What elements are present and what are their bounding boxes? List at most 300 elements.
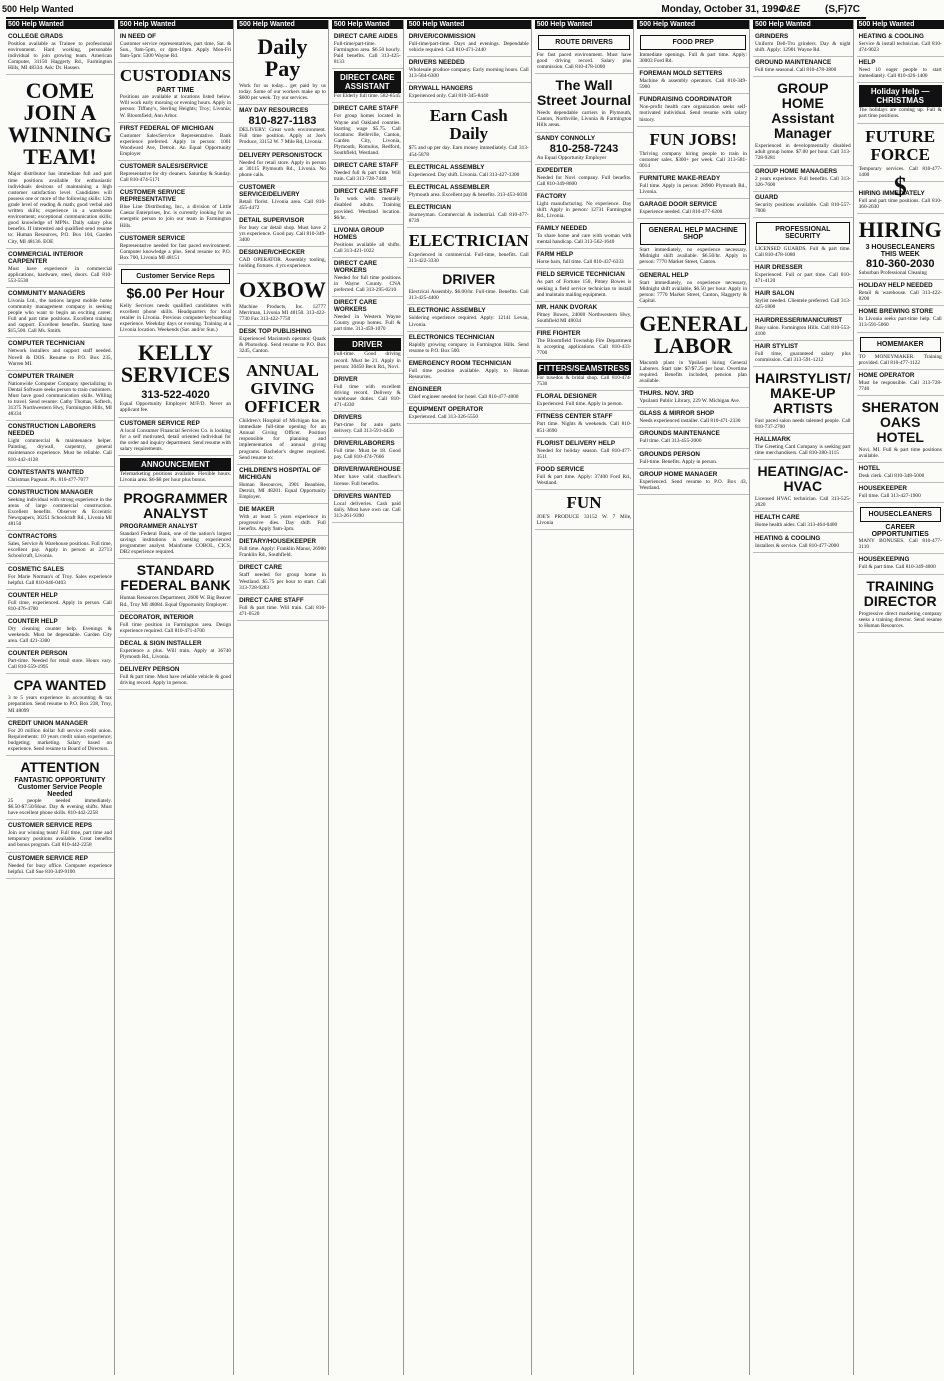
ad-body: Full & part time. Call 810-349-4000 <box>858 564 936 571</box>
ad-title: DELIVERY PERSON/STOCK <box>239 151 323 159</box>
ad-title: CONSTRUCTION MANAGER <box>8 488 94 496</box>
column-header: 500 Help Wanted <box>637 20 749 29</box>
classified-ad <box>753 315 853 341</box>
ad-body: Full & part time. Apply: 37400 Ford Rd., Westland. <box>536 473 632 486</box>
ad-title: HOUSEKEEPING <box>858 556 910 564</box>
ad-headline: HEATING/AC-HVAC <box>757 463 849 495</box>
classified-ad <box>237 150 328 182</box>
ad-body: Home health aides. Call 313-464-0400 <box>754 522 838 529</box>
ad-title: COMMERCIAL INTERIOR CARPENTER <box>8 250 84 265</box>
ad-body: The Greeting Card Company is seeking part time merchandisers. Call 810-380-3115 <box>754 444 851 457</box>
ad-body: Full time, guaranteed salary plus commission. Call 313-591-1212 <box>754 350 851 363</box>
column-2 <box>118 20 234 1375</box>
classified-ad <box>535 74 634 132</box>
ad-headline: DRIVER <box>442 271 496 288</box>
ad-body: Needed for retail store. Apply in person at 30115 Plymouth Rd., Livonia. No phone calls. <box>239 159 326 178</box>
ad-box-title: GENERAL HELP MACHINE SHOP <box>648 227 738 242</box>
classified-ad <box>407 57 531 83</box>
ad-title: DRYWALL HANGERS <box>408 85 473 93</box>
ad-title: CUSTOMER SALES/SERVICE <box>119 163 208 171</box>
ad-body: Journeyman. Commercial & industrial. Call 810-477-8739 <box>408 211 529 224</box>
ad-body: Service & install technician. Call 810-474-9023 <box>858 41 942 54</box>
ad-title: FURNITURE MAKE-READY <box>639 174 721 182</box>
classified-ad <box>753 512 853 532</box>
ad-title: FARM HELP <box>536 251 574 259</box>
classified-ad <box>118 337 233 417</box>
ad-body: Retail & warehouse. Call 313-422-8200 <box>858 290 942 303</box>
ad-body: DELIVERY: Great work environment. Full time position. Apply at Joe's Produce, 33152 W. 7 Mile Rd, Livonia. <box>239 127 326 146</box>
ad-title: FAMILY NEEDED <box>536 225 588 233</box>
classified-ad <box>857 503 944 554</box>
ad-body: Progressive direct marketing company seeks a training director. Send resume to Human Resources. <box>858 610 942 629</box>
classified-ad <box>753 434 853 460</box>
ad-title: GROUND MAINTENANCE <box>754 59 832 67</box>
ad-body: Fast paced salon needs talented people. Call 810-737-2700 <box>754 417 851 430</box>
ad-phone: 313-522-4020 <box>141 389 210 402</box>
ad-title: ELECTRICIAN <box>408 203 452 211</box>
ad-body: Horse barn, full time. Call 810-437-6333 <box>536 259 624 266</box>
column-9 <box>857 20 944 1375</box>
ad-body: Rapidly growing company in Farmington Hills. Send resume to P.O. Box 500. <box>408 341 529 354</box>
ad-body: Experience needed. Call 810-477-6200 <box>639 209 723 216</box>
ad-body: Full-time/part-time. Farmington area. $6.50 hourly. Paid benefits. Call 313-425-8133 <box>333 41 401 66</box>
ad-body: Full time, experienced. Apply in person. Call 810-476-4700 <box>8 599 112 612</box>
ad-title: FITNESS CENTER STAFF <box>536 413 613 421</box>
classified-ad <box>332 412 403 438</box>
classified-ad <box>6 531 114 563</box>
ad-body: Experienced. Full time. Apply in person. <box>536 401 623 408</box>
ad-title: CREDIT UNION MANAGER <box>8 719 88 727</box>
classified-ad <box>118 559 233 611</box>
ad-body: Representative needed for fast paced environment. Computer knowledge a plus. Send resume to: P.O. Box 700, Livonia MI 48151 <box>119 242 232 261</box>
classified-ad <box>857 57 944 83</box>
ad-title: GUARD <box>754 193 779 201</box>
ad-body: Needed in Western Wayne County group homes. Full & part time. 313-459-1070 <box>333 314 401 333</box>
ad-title: COMPUTER TECHNICIAN <box>8 340 85 348</box>
ad-body: Human Resources Department, 2600 W. Big Beaver Rd., Troy MI 48084. Equal Opportunity Employer. <box>119 595 232 608</box>
ad-title: HOME OPERATOR <box>858 371 915 379</box>
ad-body: MANY BONUSES. Call 810-477-3110 <box>858 538 942 551</box>
ad-banner: DRIVER <box>334 338 401 351</box>
ad-title: GLASS & MIRROR SHOP <box>639 410 715 418</box>
classified-ad <box>237 215 328 247</box>
ad-headline: COME JOIN A WINNING TEAM! <box>8 78 112 170</box>
ad-title: CUSTOMER SERVICE/DELIVERY <box>239 183 300 198</box>
ad-body: Full time. Call 313-427-1900 <box>858 493 921 500</box>
classified-ad <box>535 191 634 223</box>
ad-body: Machine & assembly operators. Call 810-349-5900 <box>639 78 747 91</box>
ad-box <box>538 35 631 50</box>
ad-title: ENGINEER <box>408 385 442 393</box>
ad-title: ELECTRONICS TECHNICIAN <box>408 333 495 341</box>
column-header: 500 Help Wanted <box>753 20 853 29</box>
ad-body: Full time. Call 313-455-2000 <box>639 438 702 445</box>
ad-body: Full-time. Good driving record. Must be 21. Apply in person: 30450 Beck Rd., Novi. <box>333 351 401 370</box>
classified-ad <box>118 456 233 487</box>
ad-title: DRIVERS <box>333 414 362 422</box>
ad-body: Needed for busy office. Computer experience helpful. Call Sue 810-349-9100 <box>8 862 112 875</box>
ad-body: The Bloomfield Township Fire Department is accepting applications. Call 810-433-7700 <box>536 337 632 357</box>
ad-headline: FUTURE FORCE <box>865 126 936 164</box>
classified-ad <box>332 69 403 103</box>
classified-ad <box>237 562 328 594</box>
ad-body: 3 to 5 years experience in accounting & tax preparation. Send resume to P.O. Box 238, Troy, MI 48099 <box>8 695 112 714</box>
ad-headline: FUN JOBS! <box>649 129 737 149</box>
classified-ad <box>237 274 328 326</box>
classified-ad <box>118 187 233 232</box>
classified-ad <box>407 268 531 305</box>
ad-headline: TRAINING DIRECTOR <box>863 577 937 609</box>
ad-title: DIRECT CARE <box>239 564 283 572</box>
ad-body: Experienced only. Call 810-345-8440 <box>408 93 489 100</box>
dollar-sign-icon: $ <box>893 171 907 201</box>
ad-headline: KELLY SERVICES <box>120 340 231 388</box>
classified-ad <box>332 258 403 297</box>
ad-body: Must have experience in commercial applications, hardware, steel, doors. Call 810-553-5530 <box>8 265 112 284</box>
ad-banner: DIRECT CARE ASSISTANT <box>334 71 401 93</box>
ad-headline: ANNUAL GIVING OFFICER <box>244 361 321 417</box>
classified-ad <box>6 288 114 339</box>
ad-body: Full-time/part-time. Days and evenings. Dependable vehicle required. Call 810-471-2440 <box>408 41 529 54</box>
classified-ad <box>6 371 114 422</box>
ad-body: Wholesale produce company. Early morning hours. Call 313-584-6300 <box>408 67 529 80</box>
ad-body: Full time. Apply: Franklin Manor, 26900 Franklin Rd., Southfield. <box>239 546 326 559</box>
ad-body: Sales, Service & Warehouse positions. Full time, excellent pay. Apply in person at 22713 Schoolcraft, Livonia. <box>8 541 112 560</box>
classified-ad <box>535 328 634 360</box>
ad-body: Installers & service. Call 810-477-2000 <box>754 542 839 549</box>
ad-title: GRINDERS <box>754 33 789 40</box>
ad-body: LICENSED GUARDS. Full & part time. Call 810-478-1080 <box>754 245 851 259</box>
classified-ad <box>753 460 853 512</box>
classified-ad <box>237 105 328 149</box>
ad-title: COUNTER HELP <box>8 617 58 625</box>
ad-title: IN NEED OF <box>119 33 156 40</box>
classified-ad <box>332 186 403 224</box>
ad-title: SANDY CONNOLLY <box>536 134 596 142</box>
column-4 <box>332 20 404 1375</box>
classified-ad <box>407 305 531 331</box>
ad-body: Need 10 eager people to start immediately. Call 810-426-1400 <box>858 67 942 80</box>
classified-ad <box>332 160 403 186</box>
column-1 <box>6 20 115 1375</box>
ad-body: Needed for Novi company. Full benefits. Call 810-349-8600 <box>536 174 632 187</box>
ad-title: CHILDREN'S HOSPITAL OF MICHIGAN <box>239 466 321 481</box>
ad-title: DIRECT CARE WORKERS <box>333 259 377 274</box>
ad-title: EXPEDITER <box>536 166 573 174</box>
ad-title: EQUIPMENT OPERATOR <box>408 406 483 414</box>
page-code: (S,F)7C <box>825 4 860 15</box>
ad-box <box>860 337 941 352</box>
ad-body: JOE'S PRODUCE 33152 W. 7 Mile, Livonia <box>536 514 632 527</box>
classified-ad <box>535 302 634 328</box>
ad-title: DRIVER/LABORERS <box>333 440 395 448</box>
classified-ad <box>637 408 749 428</box>
classified-ad <box>332 491 403 523</box>
ad-title: DIETARY/HOUSEKEEPER <box>239 538 317 546</box>
ad-headline: SHERATON OAKS HOTEL <box>861 398 939 445</box>
ad-body: Experienced in developmentally disabled adult group home. $7.00 per hour. Call 313-728-9281 <box>754 143 851 162</box>
ad-body: Ypsilanti Public Library, 229 W. Michigan Ave. <box>639 398 741 405</box>
classified-ad <box>237 504 328 536</box>
classified-ad <box>118 638 233 664</box>
ad-title: FIRE FIGHTER <box>536 329 581 337</box>
ad-body: Livonia Ltd., the nations largest mobile home community management company is seeking people who want to begin an exciting career. Full and part time positions. Excellent training and support. Excellent benefits. Starting base $15,500. Call Ms. Smith. <box>8 297 112 335</box>
classified-ad <box>407 228 531 268</box>
ad-body: Customer service representatives, part time, Sat. & Sun., 9am-5pm, or 4pm-10pm. Apply Mon-Fri 9am-5pm: 5300 Wayne Rd. <box>119 41 232 60</box>
ad-title: DECORATOR, INTERIOR <box>119 613 194 621</box>
ad-headline: HIRING <box>858 217 942 243</box>
ad-title: CONSTRUCTION LABORERS NEEDED <box>8 423 96 438</box>
ad-body: The holidays are coming up. Full & part time positions. <box>858 107 942 120</box>
ad-body: Standard Federal Bank, one of the nation's largest savings institutions is seeking experienced programmer analyst. Mainframe COBOL, CICS, DB2 experience required. <box>119 531 232 556</box>
ad-box-title: HOMEMAKER <box>876 340 924 348</box>
ad-title: CUSTOMER SERVICE <box>119 234 186 242</box>
ad-body: $75 and up per day. Earn money immediately. Call 313-454-5878 <box>408 145 529 158</box>
classified-ad <box>753 57 853 77</box>
ad-body: Start immediately, no experience necessary. Midnight shift available. $6.50/hr. Apply in person: 7770 Market Street, Canton. <box>639 247 747 266</box>
ad-box <box>640 223 746 245</box>
ad-body: Full time seasonal. Call 810-478-3800 <box>754 67 837 74</box>
ad-body: Experienced. Send resume to P.O. Box 43, Westland. <box>639 478 747 491</box>
ad-body: Experience a plus. Will train. Apply at 36740 Plymouth Rd., Livonia. <box>119 647 232 660</box>
ad-body: Full and part time positions. Call 810-360-2030 <box>858 197 942 210</box>
ad-phone: 810-258-7243 <box>549 142 619 155</box>
ad-body: Stylist needed. Clientele preferred. Call 313-425-1800 <box>754 298 851 311</box>
classified-ad <box>6 756 114 820</box>
ad-title: CONTRACTORS <box>8 533 57 541</box>
ad-body: Christmas Pageant. Ph. 810-477-7077 <box>8 476 89 483</box>
classified-ad <box>535 269 634 301</box>
column-6 <box>535 20 635 1375</box>
ad-body: Work for us today... get paid by us today. Some of our workers make up to $600 per week. Try our services. <box>239 83 326 102</box>
ad-body: Seeking individual with strong experience in the areas of large commercial construction. Excellent benefits. Observer & Eccentric Newspapers, 36251 Schoolcraft Rd., Livonia MI 48150 <box>8 496 112 528</box>
classified-ad <box>857 554 944 574</box>
classified-ad <box>753 288 853 314</box>
ad-body: Equal Opportunity Employer M/F/D. Never an applicant fee. <box>119 401 232 414</box>
ad-title: GROUP HOME MANAGER <box>639 470 718 478</box>
ad-body: Part-time for auto parts delivery. Call 313-591-4430 <box>333 422 401 435</box>
ad-body: For busy car detail shop. Must have 2 yrs experience. Good pay. Call 810-349-3400 <box>239 225 326 244</box>
ad-title: FLORAL DESIGNER <box>536 393 597 401</box>
ad-title: DIRECT CARE STAFF <box>333 188 399 196</box>
ad-title: DIRECT CARE AIDES <box>333 33 398 40</box>
classified-ad <box>407 83 531 103</box>
ad-body: For group homes located in Wayne and Oakland counties. Starting wage $5.75. Call locations: Belleville, Canton, Garden City, Livonia, Plymouth, Romulus, Redford, Southfield, Westland. <box>333 113 401 157</box>
ad-title: DETAIL SUPERVISOR <box>239 217 305 225</box>
classified-ad <box>637 31 749 68</box>
ad-title: COMMUNITY MANAGERS <box>8 289 86 297</box>
column-8 <box>753 20 854 1375</box>
ad-title: GROUNDS PERSON <box>639 450 700 458</box>
ad-title: MAY DAY RESOURCES <box>239 107 309 115</box>
ad-headline: The Wall Street Journal <box>536 77 632 109</box>
ad-body: Full-time. Benefits. Apply in person. <box>639 458 718 465</box>
classified-ad <box>332 464 403 490</box>
ad-title: DRIVER/WAREHOUSE <box>333 466 401 474</box>
ad-title: DELIVERY PERSON <box>119 666 180 674</box>
ad-body: Experienced Macintosh operator. Quark & Photoshop. Send resume to P.O. Box 3245, Canton. <box>239 335 326 354</box>
ad-body: Experienced. Call 313-326-5550 <box>408 414 478 421</box>
ad-body: In Livonia seeks part-time help. Call 313-591-5060 <box>858 316 942 329</box>
classified-ad <box>118 31 233 63</box>
classified-ad <box>118 265 233 337</box>
ad-headline: FUN <box>566 493 602 512</box>
classified-ad <box>407 103 531 161</box>
ad-title: HIRING IMMEDIATELY <box>858 189 925 197</box>
column-header: 500 Help Wanted <box>857 20 944 29</box>
page-header <box>0 0 872 18</box>
ad-title: DRIVER/COMMISSION <box>408 33 476 40</box>
ad-body: Non-profit health care organization seeks self-motivated individual. Send resume with salary history. <box>639 104 747 123</box>
classified-ad <box>6 338 114 370</box>
classified-ad <box>332 336 403 373</box>
classified-ad <box>6 31 114 75</box>
ad-body: Full time with excellent driving record. Delivery & warehouse duties. Call 810-471-4330 <box>333 383 401 408</box>
classified-ad <box>637 469 749 495</box>
ad-banner: ANNOUNCEMENT <box>120 458 231 471</box>
ad-body: Full time. Must be 18. Good pay. Call 810-474-7666 <box>333 448 401 461</box>
ad-body: Staff needed for group home in Westland. $5.75 per hour to start. Call 313-728-9283 <box>239 572 326 591</box>
ad-body: Part-time. Needed for retail store. Hours vary. Call 810-559-1995 <box>8 658 112 671</box>
classified-ad <box>6 467 114 487</box>
ad-title: CUSTOMER SERVICE REP <box>119 419 200 427</box>
classified-ad <box>407 31 531 57</box>
ad-subtitle: PART TIME <box>156 87 195 95</box>
classified-ad <box>753 218 853 262</box>
column-header: 500 Help Wanted <box>535 20 634 29</box>
ad-body: Retail florist. Livonia area. Call 810-455-4472 <box>239 198 326 211</box>
header-rule <box>6 17 866 19</box>
ad-body: Network installers and support staff needed. Novell & DOS. Resume to P.O. Box 235, Warren MI. <box>8 348 112 367</box>
ad-title: HEALTH CARE <box>754 514 800 522</box>
ad-body: Needed for holiday season. Call 810-477-3511 <box>536 447 632 460</box>
ad-body: Licensed HVAC technician. Call 313-525-2020 <box>754 496 851 509</box>
ad-body: Experienced. Full or part time. Call 810-471-4120 <box>754 272 851 285</box>
ad-body: Must be responsible. Call 313-728-7740 <box>858 379 942 392</box>
ad-title: THURS. NOV. 3RD <box>639 390 694 398</box>
ad-title: COSMETIC SALES <box>8 565 64 573</box>
ad-body: Uniform Dell-Tru grinders. Day & night shift. Apply: 12901 Wayne Rd. <box>754 41 851 54</box>
ad-body: Novi, MI. Full & part time positions available. <box>858 446 942 459</box>
ad-body: Needed for full time positions in Wayne County. CNA preferred. Call 313-295-0210 <box>333 274 401 294</box>
ad-box <box>756 222 850 244</box>
ad-body: Join our winning team! Full time, part time and temporary positions available. Great benefits and bonus program. Call 810-442-2258 <box>8 830 112 849</box>
classified-ad <box>857 483 944 503</box>
page-left-label: 500 Help Wanted <box>2 4 74 14</box>
classified-ad <box>407 384 531 404</box>
ad-title: CUSTOMER SERVICE REPS <box>8 822 93 830</box>
classified-ad <box>857 83 944 123</box>
ad-body: Needs experienced installer. Call 810-471-2330 <box>639 418 741 425</box>
ad-box <box>121 269 230 284</box>
ad-title: MR. HANK DVORAK <box>536 303 598 311</box>
ad-body: To work with mentally disabled adults. Training provided. Westland location. $6/hr. <box>333 196 401 221</box>
ad-box-title: PROFESSIONAL SECURITY <box>775 225 831 240</box>
ad-title: FIELD SERVICE TECHNICIAN <box>536 271 625 279</box>
ad-title: HEATING & COOLING <box>858 33 924 40</box>
ad-body: TO MONEYMAKER. Training provided. Call 810-477-1122 <box>858 353 942 366</box>
ad-title: GENERAL HELP <box>639 271 689 279</box>
ad-body: Needed full & part time. Will train. Call 313-728-7440 <box>333 170 401 183</box>
column-header: 500 Help Wanted <box>6 20 114 29</box>
ad-phone: 810-360-2030 <box>865 258 935 271</box>
ad-box-title: Customer Service Reps <box>136 272 215 280</box>
ad-body: Temporary services. Call 810-477-1400 <box>858 165 942 178</box>
classified-ad <box>332 103 403 160</box>
classified-ad <box>118 233 233 265</box>
ad-title: HOLIDAY HELP NEEDED <box>858 282 933 290</box>
ad-body: Telemarketing positions available. Flexible hours. Livonia area. $6-$8 per hour plus bonus. <box>119 470 232 483</box>
classified-ad <box>857 31 944 57</box>
ad-body: Desk clerk. Call 810-348-5000 <box>858 473 925 480</box>
ad-title: DIRECT CARE STAFF <box>333 105 399 113</box>
ad-body: To share home and care with woman with mental handicap. Call 313-562-1640 <box>536 233 632 246</box>
classified-ad <box>637 173 749 199</box>
classified-ad <box>753 367 853 434</box>
column-header: 500 Help Wanted <box>407 20 531 29</box>
ad-body: For Elderly full time. 582-8545 <box>333 93 401 100</box>
ad-body: Full & part time. Will train. Call 810-471-0520 <box>239 604 326 617</box>
ad-body: Pitney Bowes, 24000 Northwestern Hwy, Southfield MI 48034 <box>536 311 632 324</box>
ad-title: DIRECT CARE WORKERS <box>333 299 377 314</box>
ad-body: Chief engineer needed for hotel. Call 810-477-4000 <box>408 393 519 400</box>
classified-ad <box>753 533 853 553</box>
classified-ad <box>407 404 531 424</box>
classified-ad <box>118 487 233 559</box>
ad-title: ELECTRICAL ASSEMBLER <box>408 183 490 191</box>
ad-title: DESIGNER/CHECKER <box>239 249 305 257</box>
classified-columns <box>6 20 942 1375</box>
classified-ad <box>753 341 853 367</box>
ad-body: Blue Line Distributing, Inc., a division of Little Caesar Enterprises, Inc. is currently looking for an energetic person to join our team in Farmington Hills. <box>119 204 232 229</box>
ad-body: For fast paced environment. Must have good driving record. Salary plus commission. Call 810-478-1000 <box>536 52 632 71</box>
ad-title: HAIRDRESSER/MANICURIST <box>754 316 843 324</box>
ad-body: Must have valid chauffeur's license. Full benefits. <box>333 474 401 487</box>
classified-ad <box>237 536 328 562</box>
ad-title: FACTORY <box>536 192 567 200</box>
classified-ad <box>237 358 328 465</box>
ad-title: FIRST FEDERAL OF MICHIGAN <box>119 124 214 132</box>
classified-ad <box>118 612 233 638</box>
classified-ad <box>332 31 403 69</box>
ad-body: Soldering experience required. Apply: 12141 Levan, Livonia. <box>408 315 529 328</box>
ad-headline: CUSTODIANS <box>119 66 232 86</box>
ad-body: Plymouth area. Excellent pay & benefits. 313-453-6030 <box>408 191 528 198</box>
ad-body: As part of Fortune 150, Pitney Bowes is seeking a field service technician to install and maintain mailing equipment. <box>536 279 632 298</box>
classified-ad <box>857 306 944 332</box>
ad-body: Children's Hospital of Michigan has an immediate full-time opening for an Annual Giving Officer. Position responsible for planning and implementation of annual giving programs. Bachelor's degree required. Send resume to: <box>239 418 326 461</box>
ad-title: DIRECT CARE STAFF <box>333 162 399 170</box>
classified-ad <box>535 165 634 191</box>
classified-ad <box>6 487 114 531</box>
classified-ad <box>407 162 531 182</box>
ad-body: Full & part time. Must have reliable vehicle & good driving record. Apply in person. <box>119 674 232 687</box>
ad-title: GROUP HOME MANAGERS <box>754 167 838 175</box>
classified-ad <box>407 332 531 358</box>
ad-title: DRIVER <box>333 375 358 383</box>
ad-title: DIE MAKER <box>239 506 275 513</box>
classified-ad <box>6 718 114 756</box>
classified-ad <box>535 133 634 165</box>
classified-ad <box>6 421 114 466</box>
ad-body: Position available as Trainee to professional environment. Hard working, personable individual to join growing team. American Computer, 31150 Haggerty Rd., Farmington Hills, MI 48334. Ask: Dr. Hassen. <box>8 41 112 72</box>
ad-title: DESK TOP PUBLISHING <box>239 327 312 335</box>
classified-ad <box>6 616 114 648</box>
column-5 <box>407 20 532 1375</box>
classified-ad <box>637 388 749 408</box>
classified-ad <box>6 590 114 616</box>
ad-body: Suburban Professional Cleaning <box>858 270 927 277</box>
